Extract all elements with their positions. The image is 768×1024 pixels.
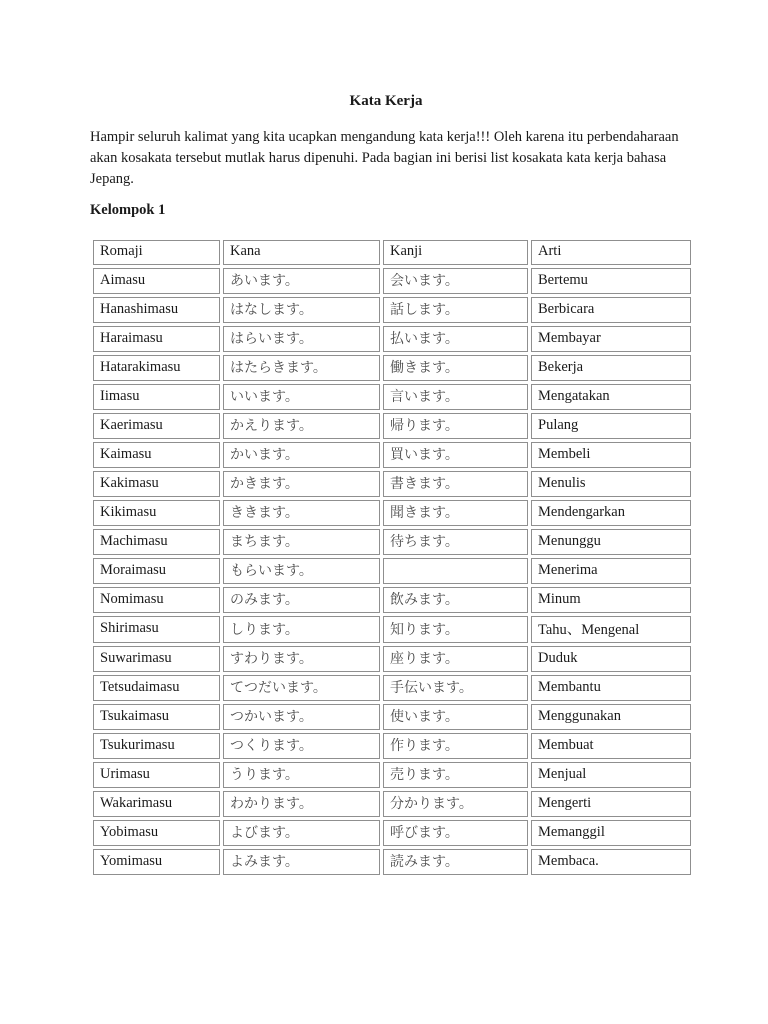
cell-arti: Menerima xyxy=(531,558,691,584)
cell-kana: すわります。 xyxy=(223,646,380,672)
cell-kanji: 売ります。 xyxy=(383,762,528,788)
cell-kana: うります。 xyxy=(223,762,380,788)
cell-kana: あいます。 xyxy=(223,268,380,294)
cell-kanji: 聞きます。 xyxy=(383,500,528,526)
table-row xyxy=(93,413,691,439)
cell-romaji: Hatarakimasu xyxy=(93,355,220,381)
cell-kanji: 手伝います。 xyxy=(383,675,528,701)
cell-kana: かえります。 xyxy=(223,413,380,439)
cell-romaji: Kikimasu xyxy=(93,500,220,526)
table-row xyxy=(93,384,691,410)
cell-kanji: 知ります。 xyxy=(383,616,528,643)
cell-romaji: Iimasu xyxy=(93,384,220,410)
column-header: Kana xyxy=(223,240,380,265)
cell-kanji: 言います。 xyxy=(383,384,528,410)
cell-arti: Membuat xyxy=(531,733,691,759)
cell-kana: のみます。 xyxy=(223,587,380,613)
table-row xyxy=(93,820,691,846)
cell-kana: もらいます。 xyxy=(223,558,380,584)
cell-romaji: Urimasu xyxy=(93,762,220,788)
cell-kana: はなします。 xyxy=(223,297,380,323)
table-row xyxy=(93,675,691,701)
cell-arti: Pulang xyxy=(531,413,691,439)
table-row xyxy=(93,268,691,294)
table-row xyxy=(93,355,691,381)
cell-kana: はらいます。 xyxy=(223,326,380,352)
cell-arti: Membeli xyxy=(531,442,691,468)
vocab-table-header-row xyxy=(93,240,691,265)
cell-kana: かいます。 xyxy=(223,442,380,468)
cell-arti: Bekerja xyxy=(531,355,691,381)
cell-romaji: Tsukurimasu xyxy=(93,733,220,759)
cell-kana: つかいます。 xyxy=(223,704,380,730)
cell-kana: まちます。 xyxy=(223,529,380,555)
cell-kanji: 買います。 xyxy=(383,442,528,468)
cell-kanji: 帰ります。 xyxy=(383,413,528,439)
intro-paragraph: Hampir seluruh kalimat yang kita ucapkan mengandung kata kerja!!! Oleh karena itu perbendaharaan akan kosakata tersebut mutlak harus dipenuhi. Pada bagian ini berisi list kosakata kata kerja bahasa Jepang. xyxy=(90,129,679,187)
table-row xyxy=(93,471,691,497)
cell-kana: わかります。 xyxy=(223,791,380,817)
cell-kana: はたらきます。 xyxy=(223,355,380,381)
cell-romaji: Nomimasu xyxy=(93,587,220,613)
cell-arti: Membantu xyxy=(531,675,691,701)
column-header: Romaji xyxy=(93,240,220,265)
cell-romaji: Tetsudaimasu xyxy=(93,675,220,701)
cell-kanji: 会います。 xyxy=(383,268,528,294)
table-row xyxy=(93,442,691,468)
cell-romaji: Moraimasu xyxy=(93,558,220,584)
cell-kanji: 使います。 xyxy=(383,704,528,730)
cell-kanji: 働きます。 xyxy=(383,355,528,381)
cell-kanji: 呼びます。 xyxy=(383,820,528,846)
table-row xyxy=(93,587,691,613)
cell-kana: かきます。 xyxy=(223,471,380,497)
cell-arti: Memanggil xyxy=(531,820,691,846)
cell-arti: Membaca. xyxy=(531,849,691,875)
cell-romaji: Machimasu xyxy=(93,529,220,555)
cell-kana: よびます。 xyxy=(223,820,380,846)
cell-kana: ききます。 xyxy=(223,500,380,526)
cell-arti: Menulis xyxy=(531,471,691,497)
cell-kanji: 読みます。 xyxy=(383,849,528,875)
cell-kanji: 作ります。 xyxy=(383,733,528,759)
table-row xyxy=(93,326,691,352)
cell-kanji: 話します。 xyxy=(383,297,528,323)
cell-arti: Bertemu xyxy=(531,268,691,294)
table-row xyxy=(93,704,691,730)
cell-romaji: Tsukaimasu xyxy=(93,704,220,730)
cell-arti: Mengatakan xyxy=(531,384,691,410)
page-title: Kata Kerja xyxy=(349,93,423,109)
cell-romaji: Hanashimasu xyxy=(93,297,220,323)
cell-kanji: 飲みます。 xyxy=(383,587,528,613)
cell-kana: よみます。 xyxy=(223,849,380,875)
table-row xyxy=(93,849,691,875)
cell-arti: Mengerti xyxy=(531,791,691,817)
cell-kanji: 座ります。 xyxy=(383,646,528,672)
cell-arti: Duduk xyxy=(531,646,691,672)
cell-romaji: Haraimasu xyxy=(93,326,220,352)
table-row xyxy=(93,297,691,323)
table-row xyxy=(93,646,691,672)
cell-arti: Menunggu xyxy=(531,529,691,555)
table-row xyxy=(93,733,691,759)
vocab-table-body xyxy=(93,268,691,875)
cell-romaji: Suwarimasu xyxy=(93,646,220,672)
cell-kanji xyxy=(383,558,528,584)
cell-kanji: 分かります。 xyxy=(383,791,528,817)
vocab-table xyxy=(90,237,694,878)
cell-romaji: Yobimasu xyxy=(93,820,220,846)
cell-arti: Tahu、Mengenal xyxy=(531,616,691,643)
cell-arti: Menjual xyxy=(531,762,691,788)
cell-romaji: Kaimasu xyxy=(93,442,220,468)
cell-arti: Berbicara xyxy=(531,297,691,323)
table-row xyxy=(93,616,691,643)
cell-kana: しります。 xyxy=(223,616,380,643)
cell-kanji: 払います。 xyxy=(383,326,528,352)
cell-romaji: Aimasu xyxy=(93,268,220,294)
cell-romaji: Wakarimasu xyxy=(93,791,220,817)
cell-kana: てつだいます。 xyxy=(223,675,380,701)
section-heading: Kelompok 1 xyxy=(90,202,166,219)
cell-kana: つくります。 xyxy=(223,733,380,759)
table-row xyxy=(93,500,691,526)
column-header: Arti xyxy=(531,240,691,265)
table-row xyxy=(93,791,691,817)
cell-romaji: Kakimasu xyxy=(93,471,220,497)
cell-romaji: Shirimasu xyxy=(93,616,220,643)
cell-kanji: 書きます。 xyxy=(383,471,528,497)
column-header: Kanji xyxy=(383,240,528,265)
cell-kana: いいます。 xyxy=(223,384,380,410)
cell-romaji: Kaerimasu xyxy=(93,413,220,439)
table-row xyxy=(93,558,691,584)
cell-arti: Minum xyxy=(531,587,691,613)
cell-arti: Membayar xyxy=(531,326,691,352)
table-row xyxy=(93,529,691,555)
cell-arti: Menggunakan xyxy=(531,704,691,730)
cell-romaji: Yomimasu xyxy=(93,849,220,875)
cell-kanji: 待ちます。 xyxy=(383,529,528,555)
table-row xyxy=(93,762,691,788)
cell-arti: Mendengarkan xyxy=(531,500,691,526)
